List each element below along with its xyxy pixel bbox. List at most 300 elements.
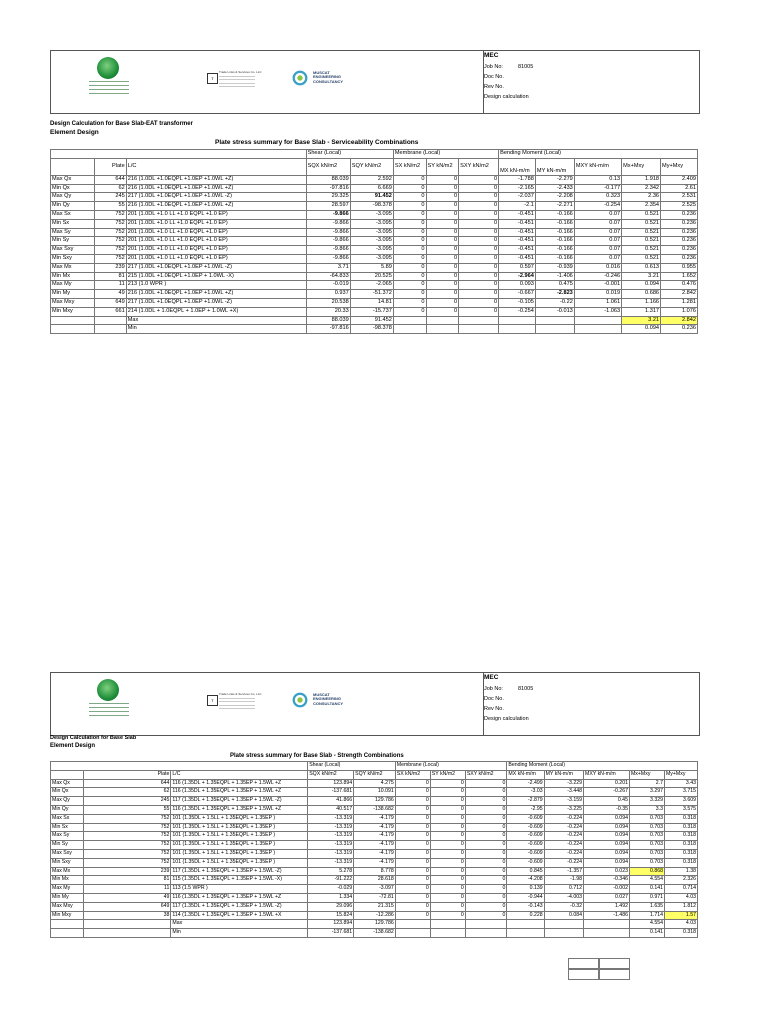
table-cell: -0.939 [535, 263, 574, 272]
table-cell: 0.094 [584, 832, 630, 841]
table-cell: 644 [83, 779, 171, 788]
table-cell: 0 [430, 805, 465, 814]
table-cell: 0 [395, 805, 430, 814]
table-cell: -0.609 [507, 814, 544, 823]
table-cell: 0 [430, 832, 465, 841]
table-cell: 0.094 [584, 858, 630, 867]
table-cell: 117 (1.35DL + 1.35EQPL + 1.35EP + 1.5WL -Z) [171, 902, 308, 911]
job-no-label: Job No: [484, 64, 503, 70]
table-cell: 0 [465, 849, 507, 858]
table-cell: 0.937 [306, 290, 350, 299]
table-cell: -0.609 [507, 832, 544, 841]
table-cell: 2.342 [622, 184, 661, 193]
table-cell: -15.737 [350, 307, 393, 316]
table-cell: 4.03 [664, 893, 697, 902]
table-cell: 2.354 [622, 202, 661, 211]
sheet-1-table-title: Plate stress summary for Base Slab - Serviceability Combinations [215, 139, 419, 146]
table-cell: 752 [95, 210, 127, 219]
table-row [51, 805, 698, 814]
extra-cell-3 [568, 968, 600, 980]
table-cell: 239 [83, 867, 171, 876]
summary-cell: 123.894 [308, 920, 354, 929]
table-cell: 29.096 [308, 902, 354, 911]
table-cell: 0 [465, 858, 507, 867]
column-header: SQY kN/m2 [354, 770, 396, 779]
table-cell: 217 (1.0DL +1.0EQPL +1.0EP +1.0WL -Z) [126, 263, 306, 272]
doc-no-label: Doc No. [484, 696, 504, 702]
table-cell: Min Sxy [51, 254, 95, 263]
summary-cell [465, 920, 507, 929]
table-cell: -64.833 [306, 272, 350, 281]
table-cell: -0.019 [306, 281, 350, 290]
summary-row [51, 920, 698, 929]
table-cell: 101 (1.35DL + 1.5LL + 1.35EQPL + 1.35EP ) [171, 823, 308, 832]
table-cell: 0 [393, 298, 426, 307]
table-cell: -13.319 [308, 814, 354, 823]
table-cell: 0.703 [629, 858, 664, 867]
group-header-empty [51, 762, 308, 771]
table-cell: 0 [465, 814, 507, 823]
summary-cell [584, 920, 630, 929]
table-cell: -0.451 [499, 246, 536, 255]
table-cell: 4.554 [629, 876, 664, 885]
table-cell: 0.228 [507, 911, 544, 920]
table-cell: 101 (1.35DL + 1.5LL + 1.35EQPL + 1.35EP ) [171, 814, 308, 823]
table-cell: -9.866 [306, 219, 350, 228]
table-cell: 123.894 [308, 779, 354, 788]
table-cell: 0.07 [574, 237, 621, 246]
summary-cell: Min [126, 325, 306, 334]
table-cell: 0 [430, 885, 465, 894]
table-cell: 0 [426, 237, 459, 246]
table-cell: 14.81 [350, 298, 393, 307]
table-cell: 21.315 [354, 902, 396, 911]
table-cell: -2.964 [499, 272, 536, 281]
table-cell: -0.609 [507, 858, 544, 867]
mec-logo-line-3: CONSULTANCY [313, 78, 344, 84]
column-header: MY kN-m/m [535, 158, 574, 175]
table-cell: 0 [465, 885, 507, 894]
table-cell: 0.07 [574, 254, 621, 263]
group-header: Membrane (Local) [395, 762, 507, 771]
table-cell: 0 [430, 911, 465, 920]
table-cell: 0 [393, 175, 426, 184]
table-cell: 0.703 [629, 841, 664, 850]
table-cell: 0 [459, 210, 499, 219]
table-cell: 661 [95, 307, 127, 316]
table-cell: 0.521 [622, 246, 661, 255]
table-cell: 3.21 [622, 272, 661, 281]
table-cell: 0.318 [664, 832, 697, 841]
summary-cell [584, 929, 630, 938]
table-cell: 0.236 [661, 246, 698, 255]
summary-cell [395, 920, 430, 929]
table-cell: 116 (1.35DL + 1.35EQPL + 1.35EP + 1.5WL +Z [171, 788, 308, 797]
table-cell: 1.492 [584, 902, 630, 911]
table-cell: 62 [83, 788, 171, 797]
table-cell: 217 (1.0DL +1.0EQPL +1.0EP +1.0WL -Z) [126, 298, 306, 307]
table-cell: 1.076 [661, 307, 698, 316]
table-cell: 28.618 [354, 876, 396, 885]
table-cell: 0 [395, 911, 430, 920]
summary-cell [51, 920, 84, 929]
table-cell: 0 [395, 823, 430, 832]
table-cell: 0 [459, 298, 499, 307]
table-cell: 752 [83, 823, 171, 832]
table-cell: -0.166 [535, 237, 574, 246]
summary-cell: 0.236 [661, 325, 698, 334]
table-row [51, 902, 698, 911]
company-emblem-caption [89, 703, 129, 717]
table-cell: -2.879 [507, 797, 544, 806]
table-row [51, 823, 698, 832]
table-cell: 81 [83, 876, 171, 885]
table-cell: -0.224 [544, 832, 583, 841]
table-cell: Max My [51, 885, 84, 894]
table-cell: Min Mx [51, 876, 84, 885]
table-cell: Min Sx [51, 823, 84, 832]
table-cell: 0 [459, 281, 499, 290]
summary-cell: 0.318 [664, 929, 697, 938]
table-cell: 0.703 [629, 832, 664, 841]
summary-cell [83, 929, 171, 938]
table-cell: 0 [393, 307, 426, 316]
table-cell: 0 [393, 246, 426, 255]
table-cell: -4.179 [354, 858, 396, 867]
table-cell: 3.297 [629, 788, 664, 797]
table-cell: 216 (1.0DL +1.0EQPL +1.0EP +1.0WL +Z) [126, 202, 306, 211]
table-cell: -91.222 [308, 876, 354, 885]
table-cell: 0.845 [507, 867, 544, 876]
table-cell: 0 [393, 184, 426, 193]
table-cell: 0.613 [622, 263, 661, 272]
table-cell: 2.326 [664, 876, 697, 885]
table-cell: 0 [426, 290, 459, 299]
column-header: L/C [126, 158, 306, 175]
table-cell: Max Mx [51, 263, 95, 272]
table-cell: -0.143 [507, 902, 544, 911]
table-cell: Min Qy [51, 805, 84, 814]
table-cell: 101 (1.35DL + 1.5LL + 1.35EQPL + 1.35EP ) [171, 841, 308, 850]
table-cell: 0 [465, 823, 507, 832]
table-cell: 0 [393, 237, 426, 246]
mec-logo-line-2: ENGINEERING [313, 696, 342, 702]
table-cell: Max Qy [51, 193, 95, 202]
table-cell: 0 [426, 263, 459, 272]
column-header [51, 770, 84, 779]
table-cell: 3.3 [629, 805, 664, 814]
summary-cell: -98.378 [350, 325, 393, 334]
table-cell: -0.451 [499, 210, 536, 219]
table-cell: 0 [465, 832, 507, 841]
mec-logo-icon [291, 691, 309, 709]
group-header: Shear (Local) [306, 150, 393, 159]
table-cell: 0 [426, 210, 459, 219]
table-cell: 8.778 [354, 867, 396, 876]
table-cell: 15.824 [308, 911, 354, 920]
table-cell: 0 [426, 184, 459, 193]
summary-cell: 3.21 [622, 316, 661, 325]
table-cell: 40.517 [308, 805, 354, 814]
table-cell: -98.378 [350, 202, 393, 211]
table-cell: -4.179 [354, 823, 396, 832]
table-cell: -2.208 [535, 193, 574, 202]
table-cell: 752 [83, 832, 171, 841]
summary-cell: 0.094 [622, 325, 661, 334]
table-cell: 0 [459, 290, 499, 299]
group-header: Shear (Local) [308, 762, 396, 771]
table-cell: 0 [430, 858, 465, 867]
summary-cell [395, 929, 430, 938]
table-row [51, 885, 698, 894]
table-cell: -13.319 [308, 858, 354, 867]
table-cell: 201 (1.0DL +1.0 LL +1.0 EQPL +1.0 EP) [126, 219, 306, 228]
table-cell: -0.224 [544, 841, 583, 850]
table-cell: 0 [430, 893, 465, 902]
table-cell: 3.575 [664, 805, 697, 814]
table-cell: -3.448 [544, 788, 583, 797]
table-cell: -4.208 [507, 876, 544, 885]
table-cell: -0.451 [499, 219, 536, 228]
table-cell: Max Sxy [51, 849, 84, 858]
table-cell: 0.323 [574, 193, 621, 202]
table-cell: 0.597 [499, 263, 536, 272]
table-cell: -2.823 [535, 290, 574, 299]
table-cell: 0.201 [584, 779, 630, 788]
table-cell: -0.029 [308, 885, 354, 894]
table-cell: 0 [426, 219, 459, 228]
table-cell: -3.095 [350, 228, 393, 237]
table-cell: -2.95 [507, 805, 544, 814]
table-cell: 0 [426, 228, 459, 237]
table-cell: 245 [95, 193, 127, 202]
table-cell: 0.703 [629, 849, 664, 858]
table-cell: 0 [395, 797, 430, 806]
table-cell: 0 [426, 272, 459, 281]
table-cell: 0.139 [507, 885, 544, 894]
sheet-1-title: Design Calculation for Base Slab-EAT transformer [50, 121, 193, 127]
table-cell: 0.07 [574, 246, 621, 255]
table-cell: 20.525 [350, 272, 393, 281]
table-cell: 0.703 [629, 814, 664, 823]
table-cell: -1.98 [544, 876, 583, 885]
table-cell: 1.334 [308, 893, 354, 902]
table-cell: -0.246 [574, 272, 621, 281]
table-cell: 116 (1.35DL + 1.35EQPL + 1.35EP + 1.5WL +Z [171, 779, 308, 788]
table-cell: Max Sx [51, 814, 84, 823]
table-cell: 20.538 [306, 298, 350, 307]
table-cell: 217 (1.0DL +1.0EQPL +1.0EP +1.0WL -Z) [126, 193, 306, 202]
table-cell: 0 [465, 805, 507, 814]
table-cell: Min My [51, 290, 95, 299]
summary-cell: 4.554 [629, 920, 664, 929]
table-cell: 0 [393, 219, 426, 228]
table-cell: -1.406 [535, 272, 574, 281]
table-cell: 1.317 [622, 307, 661, 316]
table-cell: 0.521 [622, 210, 661, 219]
column-header: Mx+Mxy [622, 158, 661, 175]
column-header: SY kN/m2 [430, 770, 465, 779]
table-cell: -3.159 [544, 797, 583, 806]
table-cell: 0 [395, 902, 430, 911]
table-cell: Min Mxy [51, 307, 95, 316]
table-cell: 3.43 [664, 779, 697, 788]
summary-cell: 2.842 [661, 316, 698, 325]
sheet-2-subtitle: Element Design [50, 743, 96, 749]
table-cell: 0.093 [499, 281, 536, 290]
table-cell: -3.03 [507, 788, 544, 797]
table-cell: 0 [430, 867, 465, 876]
table-cell: 0.07 [574, 219, 621, 228]
mec-logo-text [313, 693, 343, 706]
column-header: MX kN-m/m [499, 158, 536, 175]
table-cell: 101 (1.35DL + 1.5LL + 1.35EQPL + 1.35EP ) [171, 858, 308, 867]
logo-area [51, 673, 484, 735]
table-cell: 0 [395, 893, 430, 902]
table-cell: 5.278 [308, 867, 354, 876]
table-row [51, 893, 698, 902]
table-cell: 116 (1.35DL + 1.35EQPL + 1.35EP + 1.5WL +Z [171, 893, 308, 902]
table-cell: -97.816 [306, 184, 350, 193]
table-cell: 0 [465, 902, 507, 911]
table-cell: 213 (1.0 WPR ) [126, 281, 306, 290]
table-cell: 4.275 [354, 779, 396, 788]
table-cell: 0 [430, 841, 465, 850]
table-cell: 0.521 [622, 254, 661, 263]
table-cell: Max My [51, 281, 95, 290]
table-cell: 1.38 [664, 867, 697, 876]
table-cell: 0 [426, 307, 459, 316]
summary-cell: -137.681 [308, 929, 354, 938]
table-cell: -3.225 [544, 805, 583, 814]
summary-cell [430, 929, 465, 938]
table-cell: -72.81 [354, 893, 396, 902]
table-cell: 0.318 [664, 858, 697, 867]
summary-cell: 88.039 [306, 316, 350, 325]
table-cell: 1.918 [622, 175, 661, 184]
table-cell: -4.179 [354, 832, 396, 841]
table-cell: Max Sy [51, 228, 95, 237]
column-header-row [51, 770, 698, 779]
table-cell: Min Sx [51, 219, 95, 228]
table-cell: -0.32 [544, 902, 583, 911]
table-cell: 0 [465, 876, 507, 885]
table-cell: -0.166 [535, 254, 574, 263]
table-cell: 2.7 [629, 779, 664, 788]
table-cell: 101 (1.35DL + 1.5LL + 1.35EQPL + 1.35EP ) [171, 849, 308, 858]
table-cell: 649 [83, 902, 171, 911]
table-cell: 0.019 [574, 290, 621, 299]
sheet-2-header [50, 672, 700, 736]
sheet-2-table-title: Plate stress summary for Base Slab - Strength Combinations [230, 753, 404, 759]
table-cell: 752 [95, 237, 127, 246]
table-cell: 3.609 [664, 797, 697, 806]
group-header: Bending Moment (Local) [507, 762, 698, 771]
table-cell: 0 [395, 867, 430, 876]
summary-cell [544, 920, 583, 929]
table-cell: Min Mx [51, 272, 95, 281]
table-cell: -4.179 [354, 841, 396, 850]
table-cell: -2.433 [535, 184, 574, 193]
table-cell: -3.229 [544, 779, 583, 788]
table-row [51, 867, 698, 876]
sheet-2-table [50, 761, 698, 938]
table-cell: 115 (1.35DL + 1.35EQPL + 1.35EP + 1.5WL -X) [171, 876, 308, 885]
trade-links-name: Trade Links & Services Co. LLC [219, 70, 262, 74]
table-cell: 0.521 [622, 228, 661, 237]
table-cell: 752 [95, 219, 127, 228]
table-cell: 0.521 [622, 237, 661, 246]
table-cell: -0.22 [535, 298, 574, 307]
table-cell: 0 [395, 876, 430, 885]
table-cell: 216 (1.0DL +1.0EQPL +1.0EP +1.0WL +Z) [126, 175, 306, 184]
table-row [51, 911, 698, 920]
table-row [51, 841, 698, 850]
table-cell: -9.866 [306, 254, 350, 263]
table-cell: 3.71 [306, 263, 350, 272]
table-cell: 0 [393, 290, 426, 299]
table-cell: -9.866 [306, 228, 350, 237]
table-cell: 0 [393, 202, 426, 211]
summary-cell: 129.786 [354, 920, 396, 929]
summary-cell [465, 929, 507, 938]
table-cell: 0.13 [574, 175, 621, 184]
table-cell: 216 (1.0DL +1.0EQPL +1.0EP +1.0WL +Z) [126, 290, 306, 299]
table-cell: 1.635 [629, 902, 664, 911]
table-cell: 201 (1.0DL +1.0 LL +1.0 EQPL +1.0 EP) [126, 228, 306, 237]
table-cell: 0 [430, 823, 465, 832]
table-cell: 0 [395, 885, 430, 894]
table-cell: -2.1 [499, 202, 536, 211]
table-cell: 2.531 [661, 193, 698, 202]
table-cell: 49 [83, 893, 171, 902]
table-cell: -0.609 [507, 841, 544, 850]
table-cell: 0 [426, 281, 459, 290]
column-header: MXY kN-m/m [584, 770, 630, 779]
table-cell: 0.475 [535, 281, 574, 290]
table-cell: -13.319 [308, 832, 354, 841]
table-cell: 0.094 [584, 841, 630, 850]
table-cell: -0.166 [535, 246, 574, 255]
rev-no-label: Rev No. [484, 706, 504, 712]
table-cell: 1.166 [622, 298, 661, 307]
table-cell: -0.002 [584, 885, 630, 894]
table-cell: 10.091 [354, 788, 396, 797]
extra-cell-4 [598, 968, 630, 980]
table-cell: 201 (1.0DL +1.0 LL +1.0 EQPL +1.0 EP) [126, 210, 306, 219]
table-cell: 0 [430, 849, 465, 858]
table-cell: -0.224 [544, 823, 583, 832]
trade-links-name: Trade Links & Services Co. LLC [219, 692, 262, 696]
table-cell: Max Qy [51, 797, 84, 806]
table-cell: 3.715 [664, 788, 697, 797]
table-cell: 0 [465, 797, 507, 806]
column-header: SX kN/m2 [393, 158, 426, 175]
table-cell: -0.609 [507, 849, 544, 858]
table-cell: -0.267 [584, 788, 630, 797]
table-cell: 0.703 [629, 823, 664, 832]
table-row [51, 814, 698, 823]
table-cell: 11 [95, 281, 127, 290]
table-cell: 5.89 [350, 263, 393, 272]
table-cell: 0 [393, 228, 426, 237]
table-cell: Max Qx [51, 779, 84, 788]
table-cell: 0 [459, 246, 499, 255]
table-cell: 0.094 [584, 814, 630, 823]
column-header: Plate [95, 158, 127, 175]
table-cell: Max Sy [51, 832, 84, 841]
table-row [51, 858, 698, 867]
